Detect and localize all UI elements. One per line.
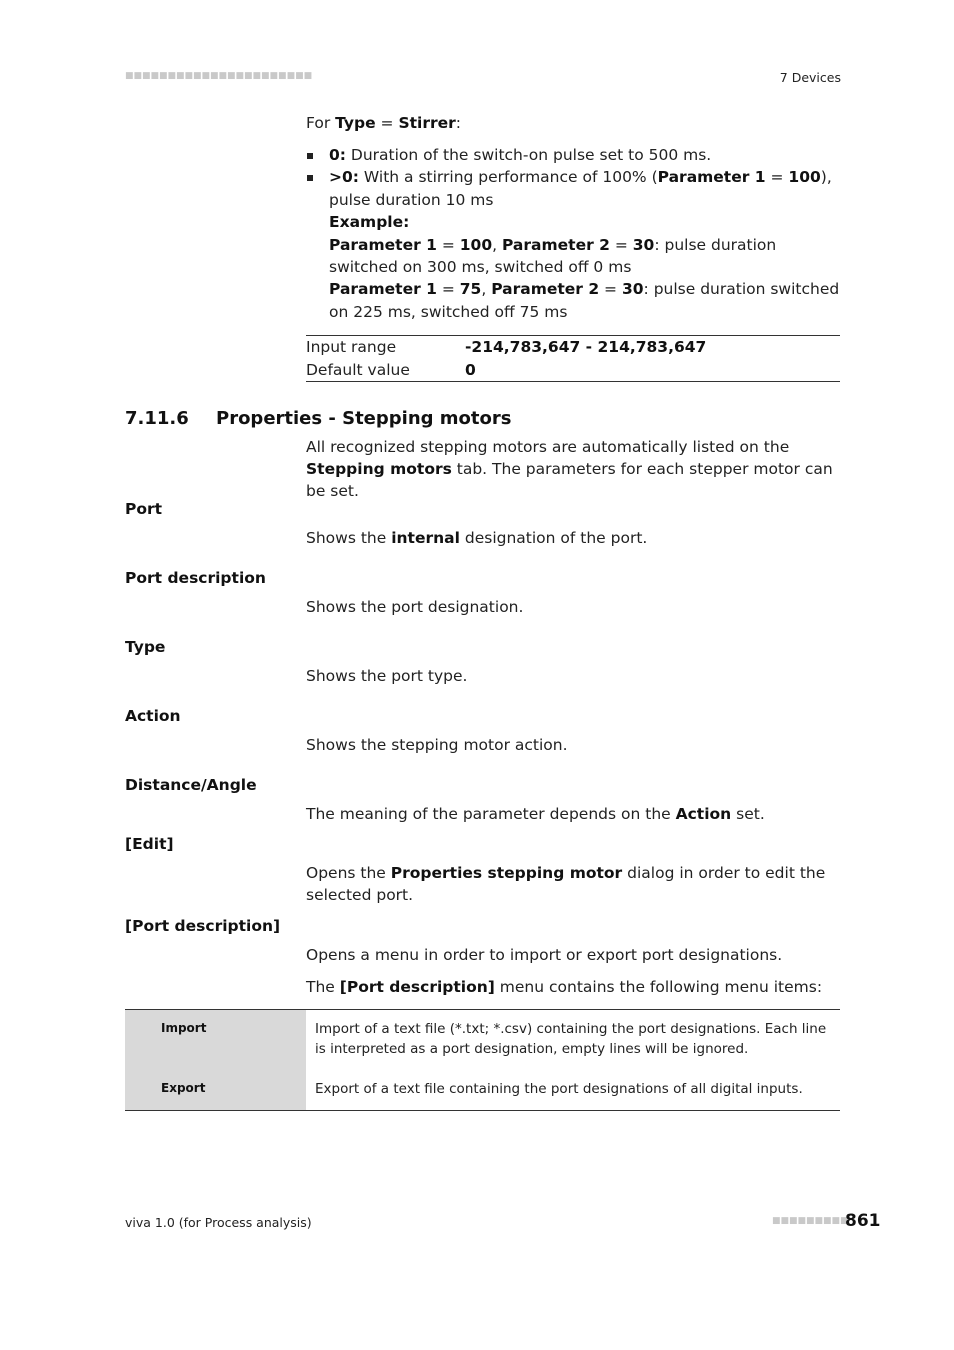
stirrer-intro bbox=[306, 112, 461, 134]
header-decoration: ■■■■■■■■■■■■■■■■■■■■■■ bbox=[125, 71, 313, 81]
bullet-text: ), pulse duration 10 ms bbox=[329, 168, 832, 209]
param-value: 100 bbox=[459, 235, 493, 254]
desc-text: menu contains the following menu items: bbox=[494, 978, 823, 996]
portbtn-text: Opens a menu in order to import or export port designations. bbox=[306, 946, 783, 964]
bullet-text: With a stirring performance of 100% ( bbox=[358, 168, 658, 187]
port-description-text bbox=[306, 527, 840, 549]
example-label: Example: bbox=[329, 213, 410, 232]
param-name: Parameter 1 bbox=[657, 168, 766, 187]
intro-prefix: For bbox=[306, 114, 336, 132]
example-text: : pulse duration switched on 300 ms, switched off 0 ms bbox=[329, 235, 777, 277]
default-value-label: Default value bbox=[306, 360, 410, 379]
table-row bbox=[125, 1010, 840, 1071]
intro-tab-name: Stepping motors bbox=[306, 460, 452, 478]
input-range-value: -214,783,647 - 214,783,647 bbox=[465, 338, 707, 356]
footer-decoration: ■■■■■■■■■ bbox=[772, 1216, 849, 1226]
edit-label: [Edit] bbox=[125, 835, 174, 853]
range-table bbox=[306, 335, 840, 382]
menu-item-name: Import bbox=[125, 1010, 306, 1071]
desc-text: designation of the port. bbox=[459, 529, 648, 547]
desc-bold: internal bbox=[391, 529, 460, 547]
intro-value: Stirrer bbox=[398, 114, 456, 132]
equals: = bbox=[609, 235, 633, 254]
menu-intro bbox=[306, 976, 840, 998]
default-value-value: 0 bbox=[465, 360, 476, 379]
desc-bold: Action bbox=[675, 805, 732, 823]
chapter-title: 7 Devices bbox=[779, 70, 841, 85]
menu-item-description: Export of a text file containing the port designations of all digital inputs. bbox=[315, 1081, 803, 1097]
param-value: 100 bbox=[788, 168, 821, 187]
param-name: Parameter 1 bbox=[329, 235, 437, 254]
desc-bold: Properties stepping motor bbox=[390, 864, 623, 882]
desc-text: The meaning of the parameter depends on the bbox=[306, 805, 676, 823]
equals: = bbox=[436, 280, 460, 299]
param-value: 30 bbox=[632, 235, 655, 254]
footer-product: viva 1.0 (for Process analysis) bbox=[125, 1215, 312, 1230]
portdesc-text: Shows the port designation. bbox=[306, 598, 524, 616]
menu-items-table bbox=[125, 1009, 840, 1111]
equals: = bbox=[599, 280, 622, 299]
intro-text: tab. The parameters for each stepper motor can be set. bbox=[306, 460, 833, 500]
param-name: Parameter 2 bbox=[491, 280, 600, 299]
intro-eq: = bbox=[375, 114, 399, 132]
input-range-row bbox=[306, 336, 840, 359]
desc-text: set. bbox=[731, 805, 765, 823]
section-intro bbox=[306, 436, 840, 502]
desc-text: dialog in order to edit the selected port. bbox=[306, 864, 826, 904]
bullet-key: 0: bbox=[329, 146, 346, 164]
intro-type: Type bbox=[335, 114, 376, 132]
edit-text bbox=[306, 862, 840, 906]
page-number: 861 bbox=[845, 1211, 881, 1231]
menu-item-name: Export bbox=[125, 1071, 306, 1110]
distance-text bbox=[306, 803, 840, 825]
distance-label: Distance/Angle bbox=[125, 776, 257, 794]
section-number: 7.11.6 bbox=[125, 408, 189, 429]
separator: , bbox=[492, 235, 502, 254]
type-label: Type bbox=[125, 638, 166, 656]
example-line bbox=[329, 236, 776, 276]
stirrer-bullets bbox=[306, 144, 840, 323]
intro-text: All recognized stepping motors are automatically listed on the bbox=[306, 438, 790, 456]
separator: , bbox=[481, 280, 492, 299]
table-row bbox=[125, 1071, 840, 1110]
section-title: Properties - Stepping motors bbox=[216, 408, 512, 429]
list-item bbox=[306, 144, 840, 166]
desc-bold: [Port description] bbox=[339, 978, 495, 996]
action-label: Action bbox=[125, 707, 181, 725]
equals: = bbox=[436, 235, 460, 254]
bullet-text: Duration of the switch-on pulse set to 500 ms. bbox=[345, 146, 712, 164]
desc-text: Shows the bbox=[306, 529, 392, 547]
param-value: 30 bbox=[621, 280, 644, 299]
action-text: Shows the stepping motor action. bbox=[306, 736, 568, 754]
default-value-row bbox=[306, 359, 840, 382]
list-item bbox=[306, 166, 840, 323]
bullet-key: >0: bbox=[329, 168, 359, 187]
portdesc-label: Port description bbox=[125, 569, 266, 587]
desc-text: Opens the bbox=[306, 864, 391, 882]
example-line bbox=[329, 280, 839, 320]
param-name: Parameter 2 bbox=[501, 235, 610, 254]
menu-item-description: Import of a text file (*.txt; *.csv) containing the port designations. Each line is interpreted as a port designation, empty lines will be ignored. bbox=[315, 1021, 827, 1057]
port-label: Port bbox=[125, 500, 163, 518]
example-text: : pulse duration switched on 225 ms, switched off 75 ms bbox=[329, 280, 840, 321]
type-text: Shows the port type. bbox=[306, 667, 468, 685]
equals: = bbox=[765, 168, 789, 187]
input-range-label: Input range bbox=[306, 338, 397, 356]
portbtn-label: [Port description] bbox=[125, 917, 281, 935]
param-value: 75 bbox=[459, 280, 482, 299]
intro-suffix: : bbox=[455, 114, 462, 132]
desc-text: The bbox=[306, 978, 340, 996]
param-name: Parameter 1 bbox=[329, 280, 437, 299]
